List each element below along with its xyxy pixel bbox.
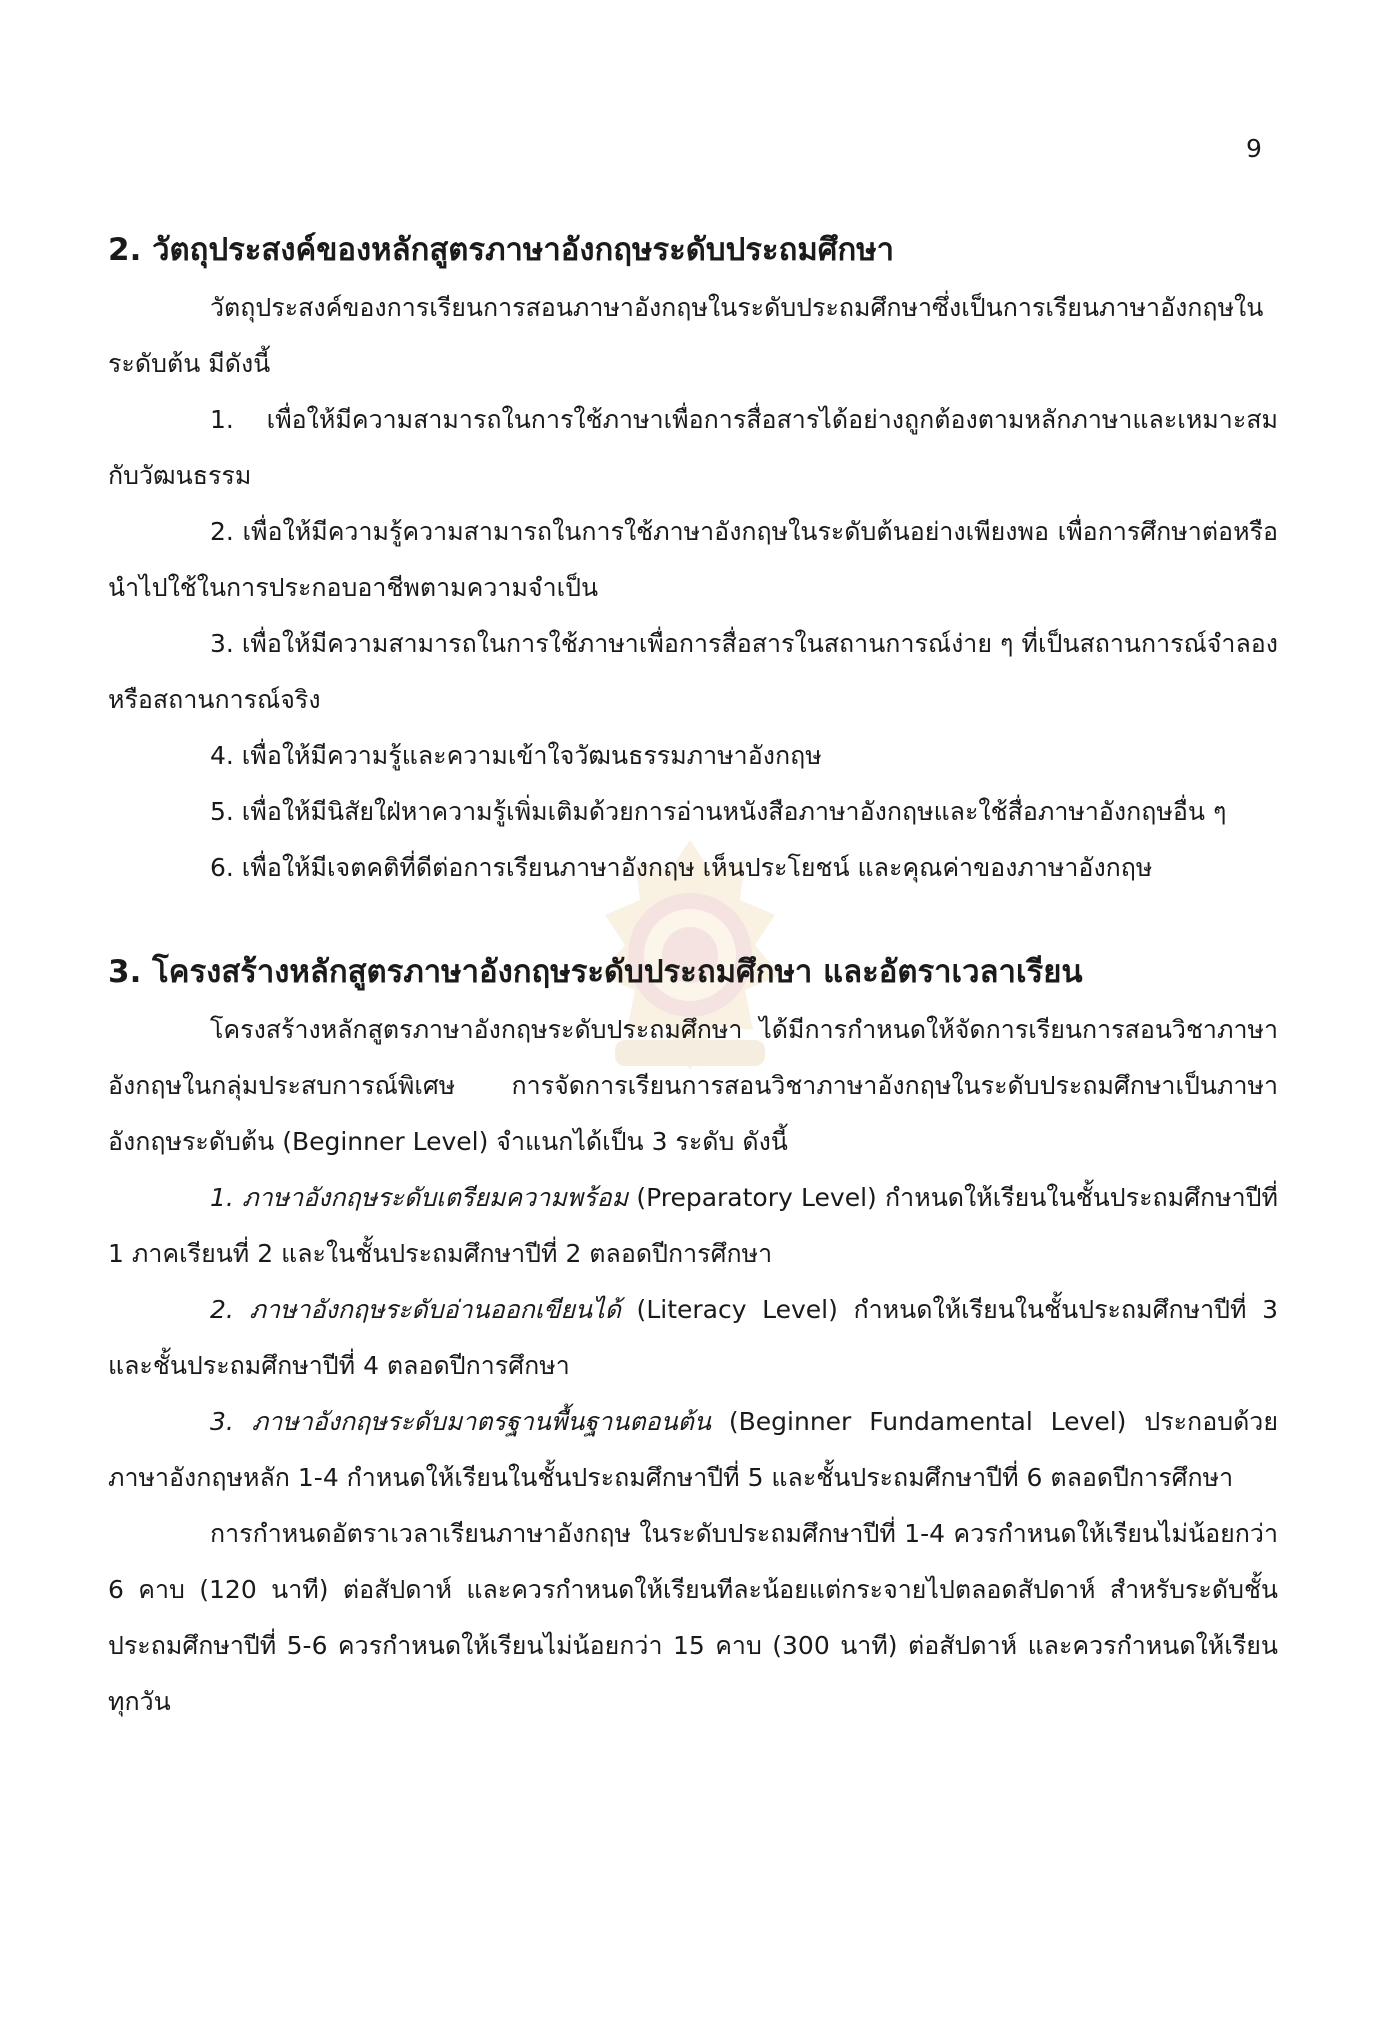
objective-item: 6. เพื่อให้มีเจตคติที่ดีต่อการเรียนภาษาอังกฤษ เห็นประโยชน์ และคุณค่าของภาษาอังกฤษ (210, 853, 1153, 882)
page-number: 9 (1246, 134, 1262, 163)
level-detail: (Literacy Level) กำหนดให้เรียนในชั้นประถมศึกษาปีที่ 3 และชั้นประถมศึกษาปีที่ 4 ตลอดปีการศึกษา (108, 1295, 1278, 1380)
section-spacer (108, 896, 1278, 942)
level-title: 1. ภาษาอังกฤษระดับเตรียมความพร้อม (210, 1183, 629, 1212)
level-detail: (Beginner Fundamental Level) ประกอบด้วยภาษาอังกฤษหลัก 1-4 กำหนดให้เรียนในชั้นประถมศึกษาปีที่ 5 และชั้นประถมศึกษาปีที่ 6 ตลอดปีการศึกษา (108, 1407, 1278, 1492)
objective-item: 5. เพื่อให้มีนิสัยใฝ่หาความรู้เพิ่มเติมด้วยการอ่านหนังสือภาษาอังกฤษและใช้สื่อภาษาอังกฤษอื่น ๆ (210, 797, 1227, 826)
level-item (108, 1282, 1278, 1394)
level-item (108, 1170, 1278, 1282)
time-allocation-paragraph: การกำหนดอัตราเวลาเรียนภาษาอังกฤษ ในระดับประถมศึกษาปีที่ 1-4 ควรกำหนดให้เรียนไม่น้อยกว่า 6 คาบ (120 นาที) ต่อสัปดาห์ และควรกำหนดให้เรียนทีละน้อยแต่กระจายไปตลอดสัปดาห์ สำหรับระดับชั้นประถมศึกษาปีที่ 5-6 ควรกำหนดให้เรียนไม่น้อยกว่า 15 คาบ (300 นาที) ต่อสัปดาห์ และควรกำหนดให้เรียนทุกวัน (108, 1519, 1278, 1716)
section-2-intro: วัตถุประสงค์ของการเรียนการสอนภาษาอังกฤษในระดับประถมศึกษาซึ่งเป็นการเรียนภาษาอังกฤษในระดับต้น มีดังนี้ (108, 293, 1264, 378)
objective-item: 2. เพื่อให้มีความรู้ความสามารถในการใช้ภาษาอังกฤษในระดับต้นอย่างเพียงพอ เพื่อการศึกษาต่อหรือนำไปใช้ในการประกอบอาชีพตามความจำเป็น (108, 517, 1278, 602)
objective-item: 1. เพื่อให้มีความสามารถในการใช้ภาษาเพื่อการสื่อสารได้อย่างถูกต้องตามหลักภาษาและเหมาะสมกับวัฒนธรรม (108, 405, 1278, 490)
level-title: 2. ภาษาอังกฤษระดับอ่านออกเขียนได้ (210, 1295, 621, 1324)
section-2-heading: 2. วัตถุประสงค์ของหลักสูตรภาษาอังกฤษระดับประถมศึกษา (108, 232, 895, 268)
section-3-intro: โครงสร้างหลักสูตรภาษาอังกฤษระดับประถมศึกษา ได้มีการกำหนดให้จัดการเรียนการสอนวิชาภาษาอังกฤษในกลุ่มประสบการณ์พิเศษ การจัดการเรียนการสอนวิชาภาษาอังกฤษในระดับประถมศึกษาเป็นภาษาอังกฤษระดับต้น (Beginner Level) จำแนกได้เป็น 3 ระดับ ดังนี้ (108, 1015, 1278, 1156)
objective-item: 4. เพื่อให้มีความรู้และความเข้าใจวัฒนธรรมภาษาอังกฤษ (210, 741, 822, 770)
document-body (108, 220, 1278, 1730)
section-3-heading: 3. โครงสร้างหลักสูตรภาษาอังกฤษระดับประถมศึกษา และอัตราเวลาเรียน (108, 954, 1083, 990)
level-detail: (Preparatory Level) กำหนดให้เรียนในชั้นประถมศึกษาปีที่ 1 ภาคเรียนที่ 2 และในชั้นประถมศึกษาปีที่ 2 ตลอดปีการศึกษา (108, 1183, 1278, 1268)
objective-item: 3. เพื่อให้มีความสามารถในการใช้ภาษาเพื่อการสื่อสารในสถานการณ์ง่าย ๆ ที่เป็นสถานการณ์จำลองหรือสถานการณ์จริง (108, 629, 1278, 714)
level-item (108, 1394, 1278, 1506)
level-title: 3. ภาษาอังกฤษระดับมาตรฐานพื้นฐานตอนต้น (210, 1407, 711, 1436)
